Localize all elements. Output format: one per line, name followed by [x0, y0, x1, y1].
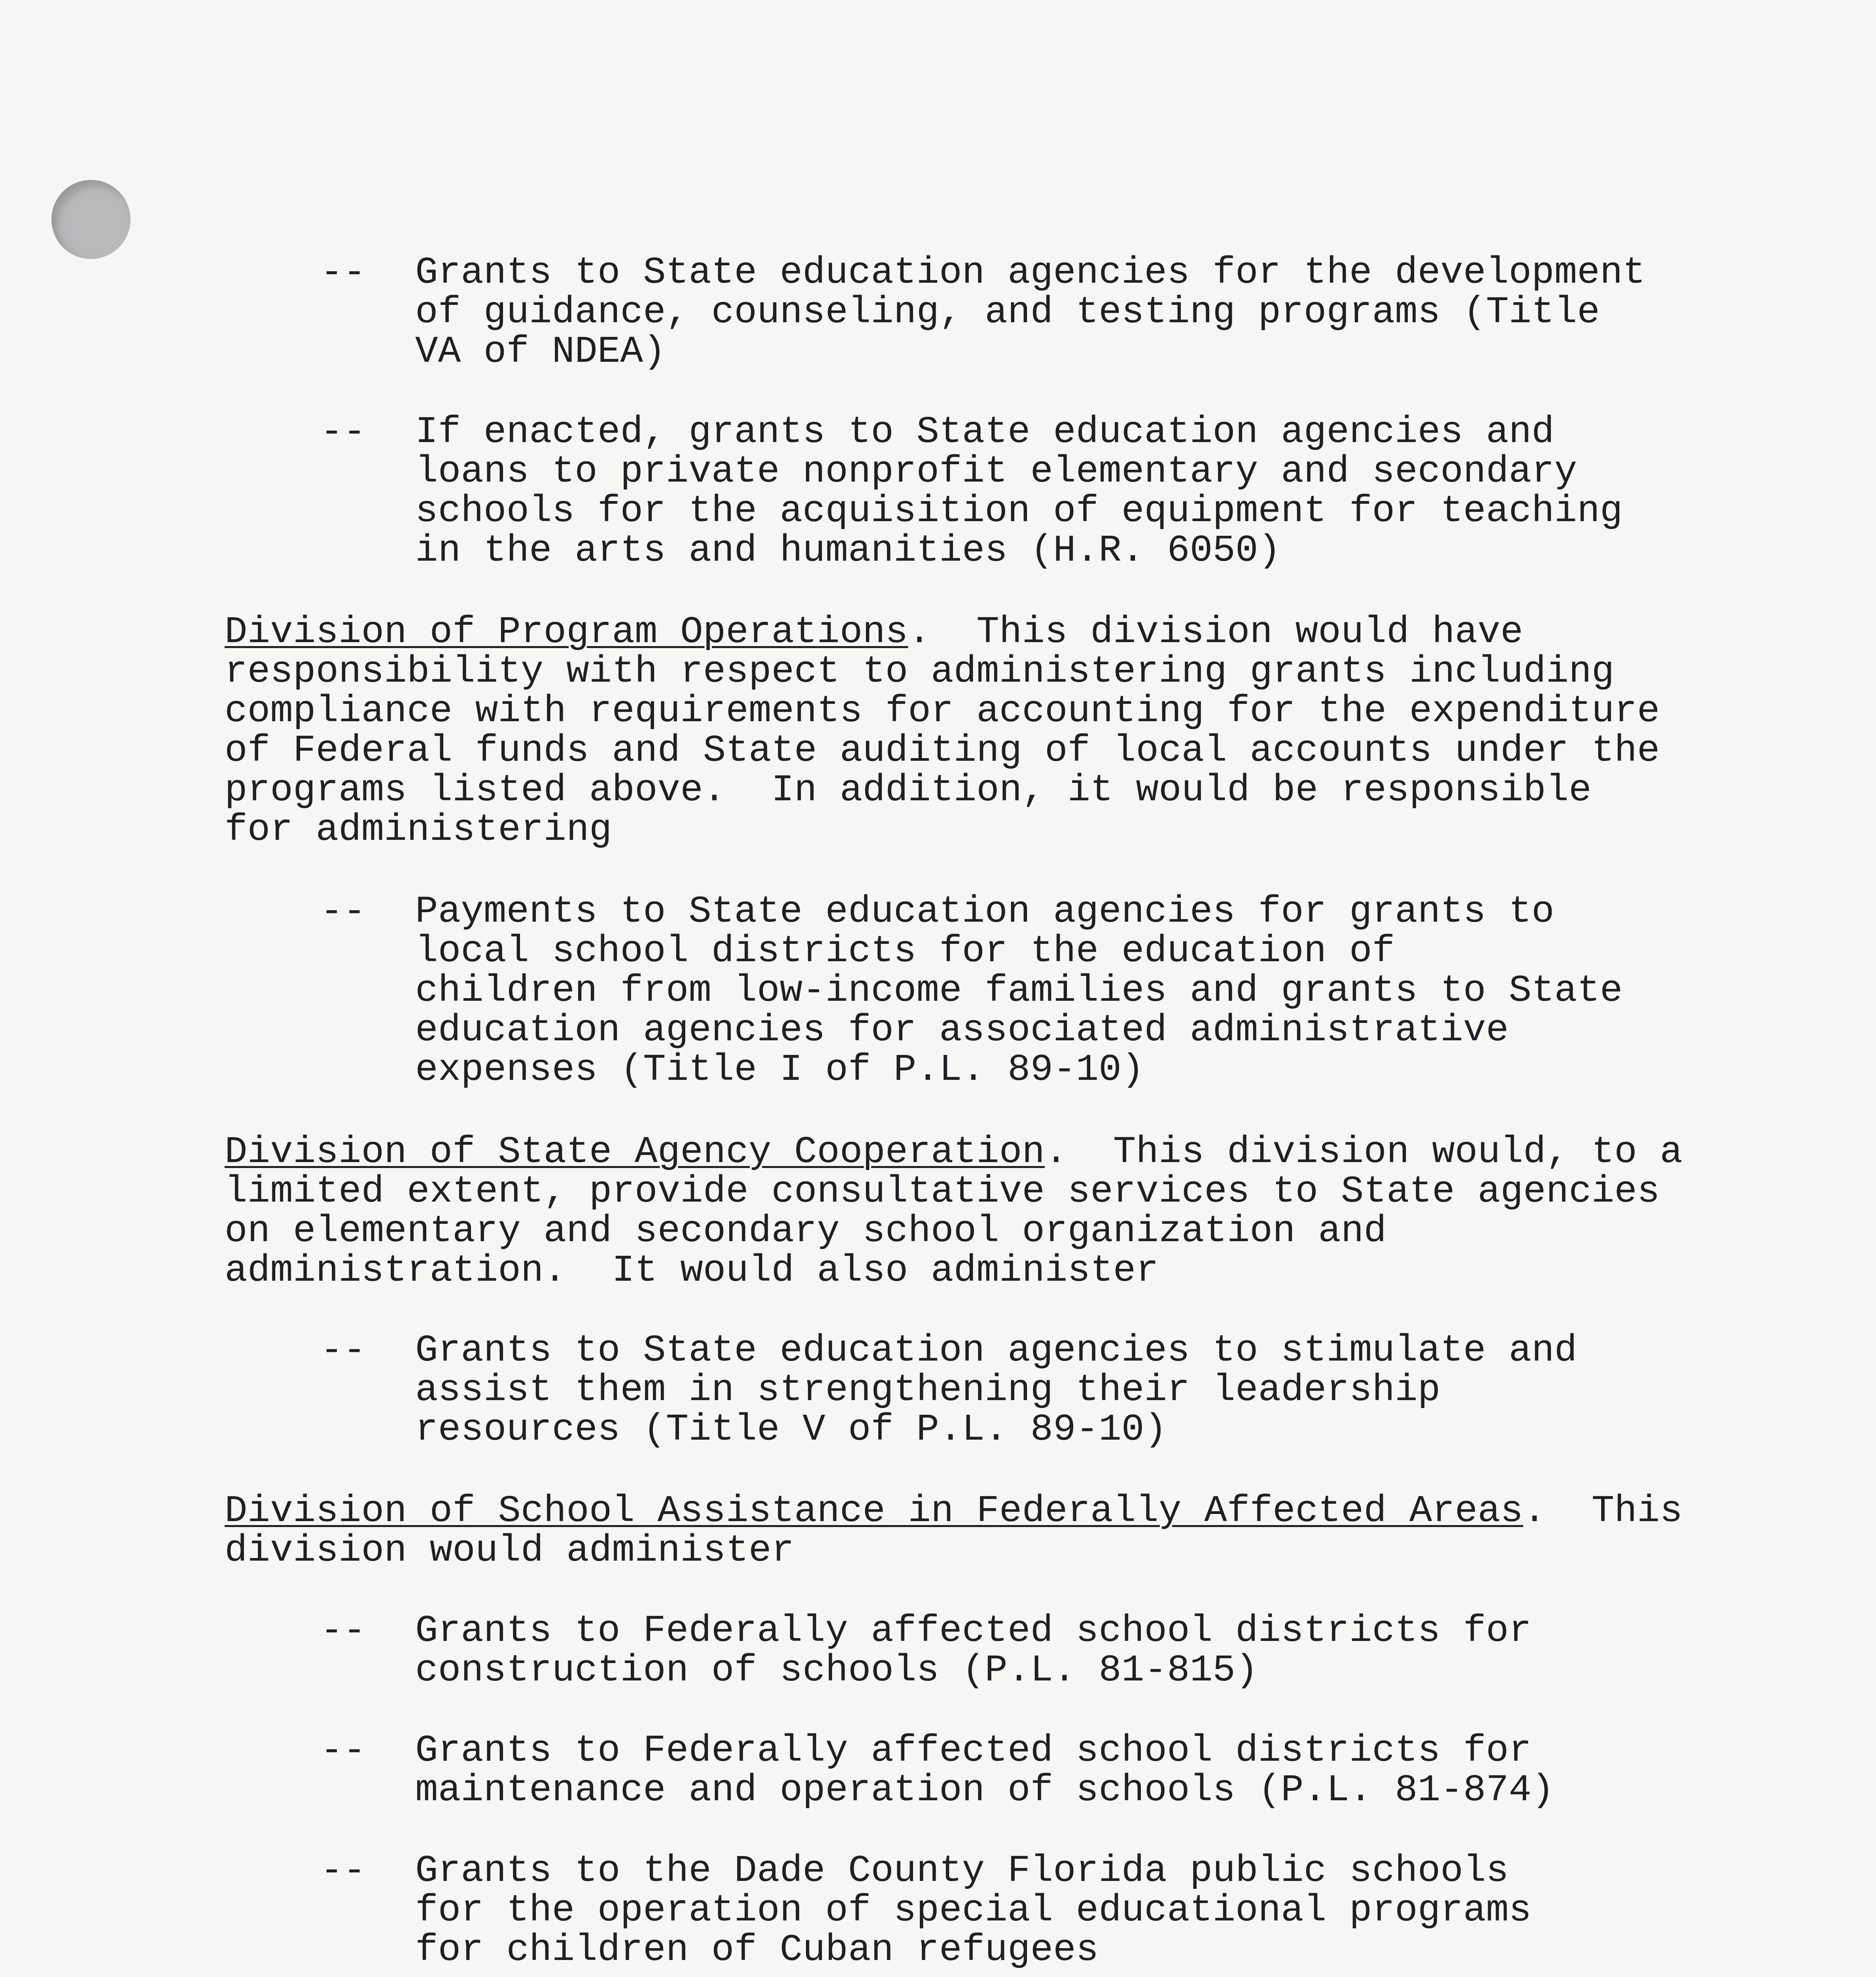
- bullet-item: [320, 253, 1791, 372]
- bullet-item: [320, 1331, 1791, 1450]
- section-body: . This division would administer: [225, 1489, 1683, 1572]
- section-heading: Division of School Assistance in Federally Affected Areas: [225, 1489, 1523, 1533]
- bullet-dash: --: [320, 890, 366, 933]
- bullet-item: [320, 1851, 1791, 1970]
- bullet-text: Grants to State education agencies for the development of guidance, counseling, and testing programs (Title VA of NDEA): [415, 251, 1645, 373]
- bullet-text: Grants to the Dade County Florida public schools for the operation of special educational programs for children of Cuban refugees: [415, 1849, 1532, 1971]
- section-heading: Division of Program Operations: [225, 610, 908, 654]
- bullet-text: Grants to Federally affected school districts for maintenance and operation of schools (P.L. 81-874): [415, 1729, 1555, 1812]
- section-school-assistance: [225, 1491, 1767, 1571]
- bullet-item: [320, 892, 1791, 1090]
- bullet-text: If enacted, grants to State education agencies and loans to private nonprofit elementary and secondary schools for the acquisition of equipment for teaching in the arts and humanities (H.R. 6050): [415, 410, 1623, 572]
- section-heading: Division of State Agency Cooperation: [225, 1130, 1045, 1174]
- section-body: . This division would, to a limited extent, provide consultative services to State agencies on elementary and secondary school organization and administration. It would also administer: [225, 1130, 1683, 1292]
- bullet-item: [320, 1731, 1791, 1810]
- section-state-agency-cooperation: [225, 1132, 1767, 1291]
- bullet-dash: --: [320, 1729, 366, 1772]
- bullet-text: Grants to State education agencies to stimulate and assist them in strengthening their leadership resources (Title V of P.L. 89-10): [415, 1329, 1577, 1451]
- bullet-text: Payments to State education agencies for grants to local school districts for the education of children from low-income families and grants to State education agencies for associated administrative expenses (Title I of P.L. 89-10): [415, 890, 1623, 1091]
- section-program-operations: [225, 612, 1767, 850]
- bullet-item: [320, 1611, 1791, 1690]
- bullet-dash: --: [320, 1609, 366, 1652]
- bullet-dash: --: [320, 410, 366, 454]
- punch-hole-top: [51, 180, 130, 259]
- bullet-dash: --: [320, 251, 366, 294]
- bullet-dash: --: [320, 1849, 366, 1892]
- bullet-dash: --: [320, 1329, 366, 1372]
- bullet-item: [320, 412, 1791, 571]
- section-body: . This division would have responsibility with respect to administering grants including compliance with requirements for accounting for the expenditure of Federal funds and State auditing of local accounts under the programs listed above. In addition, it would be responsible for administering: [225, 610, 1660, 851]
- bullet-text: Grants to Federally affected school districts for construction of schools (P.L. 81-815): [415, 1609, 1532, 1692]
